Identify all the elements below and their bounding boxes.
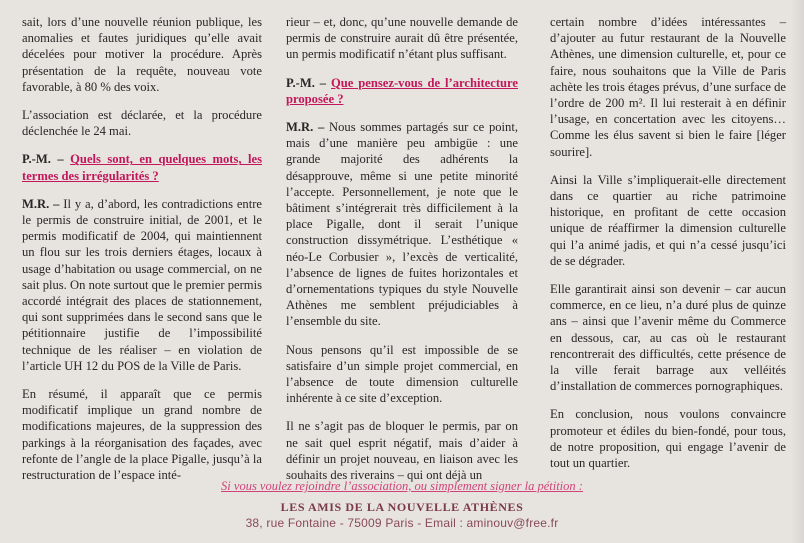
interview-question	[22, 151, 262, 183]
answer-text: Il y a, d’abord, les contradictions entre le permis de construire initial, de 2001, et le permis modificatif de 2004, qui maintiennent un flou sur les trois derniers étages, locaux à usage d’habitation ou usage commercial, on ne sait plus. On note surtout que le premier permis accordé intégrait des places de stationnement, qui sont supprimées dans le second sans que le pétitionnaire justifie de l’impossibilité technique de les réaliser – en violation de l’article UH 12 du POS de la Ville de Paris.	[22, 196, 262, 373]
article-column-1	[22, 14, 262, 483]
interviewer-label: P.-M. –	[22, 152, 71, 167]
paragraph: L’association est déclarée, et la procédure déclenchée le 24 mai.	[22, 108, 262, 139]
interview-answer	[286, 119, 518, 330]
paragraph: En résumé, il apparaît que ce permis modificatif implique un grand nombre de modifications majeures, de la suppression des parkings à la réorganisation des façades, avec refonte de l’angle de la place Pigalle, jusqu’à la restructuration de l’espace inté-	[22, 387, 262, 483]
paragraph: sait, lors d’une nouvelle réunion publique, les anomalies et fautes juridiques qu’elle avait décelées pour motiver la procédure. Après présentation de la requête, nouveau vote favorable, à 80 % des voix.	[22, 15, 262, 94]
paragraph: Il ne s’agit pas de bloquer le permis, par on ne sait quel esprit négatif, mais d’aider à définir un projet nouveau, en liaison avec les souhaits des riverains – qui ont déjà un	[286, 419, 518, 483]
respondent-label: M.R. –	[286, 120, 329, 135]
paragraph: Nous pensons qu’il est impossible de se satisfaire d’un simple projet commercial, en l’absence de toute dimension culturelle inhérente à ce site d’exception.	[286, 342, 518, 406]
paragraph: rieur – et, donc, qu’une nouvelle demande de permis de construire aurait dû être présentée, un permis modificatif n’étant plus suffisant.	[286, 15, 518, 62]
interview-answer	[22, 196, 262, 374]
paragraph: En conclusion, nous voulons convaincre promoteur et édiles du bien-fondé, pour tous, de notre proposition, qui engage l’avenir de tout un quartier.	[550, 407, 786, 471]
article-column-2	[286, 14, 518, 483]
paragraph: Elle garantirait ainsi son devenir – car aucun commerce, en ce lieu, n’a duré plus de quinze ans – ainsi que l’avenir même du Commerce en dessous, car, au cas où le restaurant rencontrerait des difficultés, cette présence de la ville ferait barrage aux velléités d’installation de commerces pornographiques.	[550, 282, 786, 394]
petition-footer	[0, 478, 804, 531]
interview-question	[286, 75, 518, 107]
answer-text: Nous sommes partagés sur ce point, mais d’une manière peu ambigüe : une grande majorité des adhérents la désapprouve, même si une petite minorité l’accepte. Personnellement, je note que le bâtiment s’intégrerait très difficilement à la place Pigalle, dont il serait l’unique construction dissymétrique. L’esthétique « néo-Le Corbusier », l’excès de verticalité, l’absence de lignes de fuites horizontales et d’ornementations typiques du style Nouvelle Athènes me semblent préjudiciables à l’ensemble du site.	[286, 120, 518, 329]
petition-call-to-action: Si vous voulez rejoindre l’association, ou simplement signer la pétition :	[221, 479, 583, 493]
respondent-label: M.R. –	[22, 196, 64, 211]
paragraph: Ainsi la Ville s’impliquerait-elle directement dans ce quartier au riche patrimoine historique, en profitant de cette occasion unique de réaffirmer la dimension culturelle qui l’a animé jadis, et qui n’a cessé jusqu’ici de se dégrader.	[550, 172, 786, 268]
association-address: 38, rue Fontaine - 75009 Paris - Email : aminouv@free.fr	[245, 516, 559, 530]
page-edge-shadow	[790, 0, 804, 543]
interviewer-label: P.-M. –	[286, 75, 331, 90]
article-column-3	[550, 14, 786, 471]
paragraph: certain nombre d’idées intéressantes – d’ajouter au futur restaurant de la Nouvelle Athènes, une dimension culturelle, et, pour ce faire, nous souhaitons que la Ville de Paris achète les trois étages prévus, d’une surface de l’ordre de 200 m². Il lui resterait à en définir l’usage, en concertation avec les citoyens… Comme les élus savent si bien le faire [léger sourire].	[550, 15, 786, 159]
question-text: Quels sont, en quelques mots, les termes des irrégularités ?	[22, 152, 262, 183]
question-text: Que pensez-vous de l’architecture proposée ?	[286, 75, 518, 106]
association-name: LES AMIS DE LA NOUVELLE ATHÈNES	[280, 500, 524, 514]
